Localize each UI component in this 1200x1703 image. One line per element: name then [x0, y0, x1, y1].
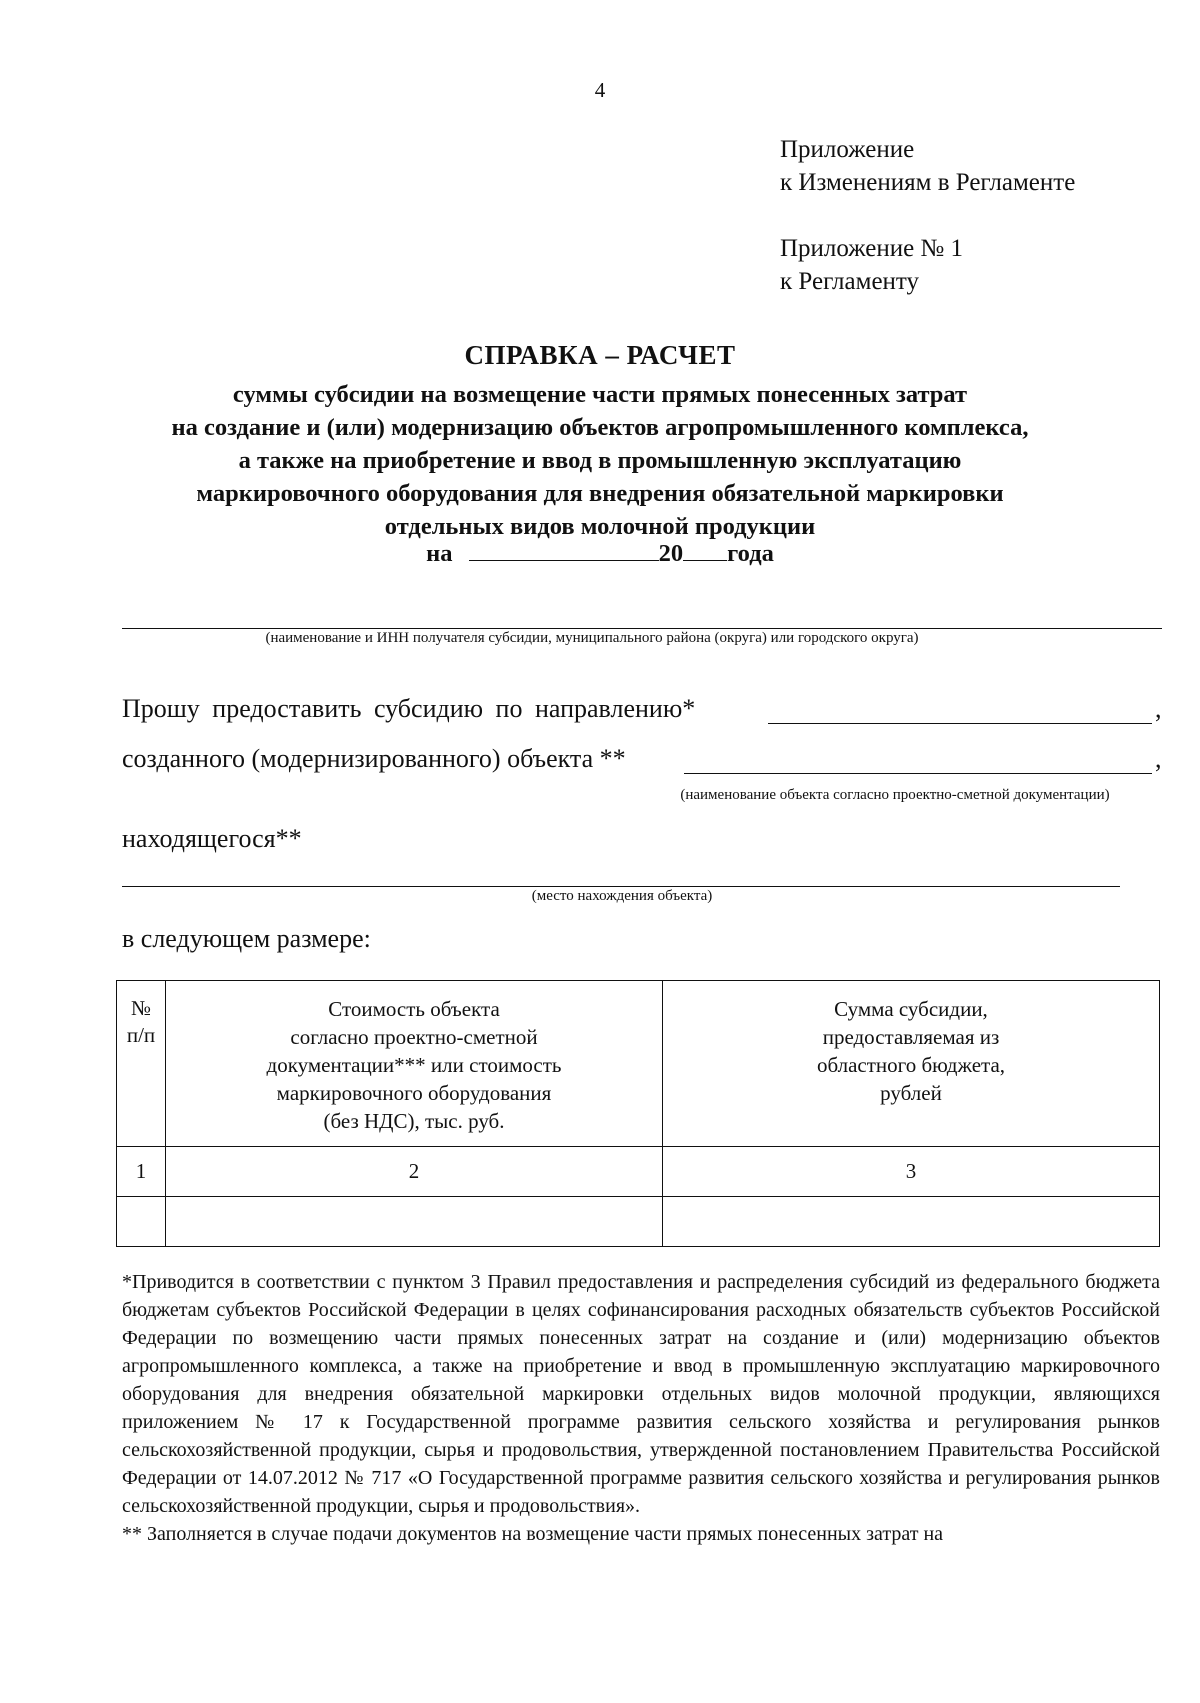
header-subsidy-line: рублей — [880, 1081, 942, 1105]
column-number-3: 3 — [663, 1147, 1160, 1197]
subtitle-line-4: маркировочного оборудования для внедрения обязательной маркировки — [196, 480, 1004, 507]
footnotes — [122, 1268, 1160, 1548]
column-number-1: 1 — [117, 1147, 166, 1197]
header-subsidy-line: предоставляемая из — [822, 1025, 1000, 1049]
header-cost-line: Стоимость объекта — [328, 997, 500, 1021]
header-number-line: п/п — [126, 1023, 156, 1047]
location-blank-line[interactable] — [122, 886, 1120, 887]
empty-cell-cost[interactable] — [166, 1197, 663, 1247]
recipient-caption: (наименование и ИНН получателя субсидии, муниципального района (округа) или городского округа) — [265, 630, 919, 646]
object-comma: , — [1155, 744, 1162, 773]
subtitle-line-3: а также на приобретение и ввод в промышленную эксплуатацию — [238, 447, 962, 474]
document-title: СПРАВКА – РАСЧЕТ — [464, 340, 736, 370]
header-cost-line: документации*** или стоимость — [266, 1053, 562, 1077]
table-empty-row — [117, 1197, 1160, 1247]
annex-one-line2: к Регламенту — [780, 268, 920, 295]
table-header-row — [117, 981, 1160, 1147]
column-number-2: 2 — [166, 1147, 663, 1197]
date-day-month-blank[interactable] — [469, 538, 659, 561]
footnote-2: ** Заполняется в случае подачи документов на возмещение части прямых понесенных затрат на — [122, 1523, 944, 1545]
empty-cell-number[interactable] — [117, 1197, 166, 1247]
recipient-blank-line[interactable] — [122, 628, 1162, 629]
header-number-cell — [117, 981, 166, 1147]
object-blank-line[interactable] — [684, 773, 1152, 774]
subtitle-line-1: суммы субсидии на возмещение части прямых понесенных затрат — [232, 381, 968, 408]
header-cost-line: маркировочного оборудования — [276, 1081, 552, 1105]
document-subtitle — [0, 378, 1200, 543]
date-year-prefix: 20 — [658, 540, 684, 567]
date-line — [0, 538, 1200, 568]
direction-comma: , — [1155, 694, 1162, 723]
footnote-1: *Приводится в соответствии с пунктом 3 Правил предоставления и распределения субсидий из федерального бюджета бюджетам субъектов Российской Федерации в целях софинансирования расходных обязательств субъектов Российской Федерации по возмещению части прямых понесенных затрат на создание и (или) модернизацию объектов агропромышленного комплекса, а также на приобретение и ввод в промышленную эксплуатацию маркировочного оборудования для внедрения обязательной маркировки отдельных видов молочной продукции, являющихся приложением № 17 к Государственной программе развития сельского хозяйства и регулирования рынков сельскохозяйственной продукции, сырья и продовольствия, утвержденной постановлением Правительства Российской Федерации от 14.07.2012 № 717 «О Государственной программе развития сельского хозяйства и регулирования рынков сельскохозяйственной продукции, сырья и продовольствия». — [122, 1271, 1160, 1517]
date-suffix: года — [727, 540, 774, 567]
empty-cell-subsidy[interactable] — [663, 1197, 1160, 1247]
annex-changes-line1: Приложение — [780, 136, 915, 163]
annex-changes-block — [780, 133, 1075, 199]
subtitle-line-5: отдельных видов молочной продукции — [384, 513, 816, 540]
header-number-line: № — [130, 996, 152, 1020]
location-label: находящегося** — [122, 824, 302, 853]
object-label: созданного (модернизированного) объекта ** — [122, 744, 626, 773]
amount-label: в следующем размере: — [122, 924, 371, 953]
header-subsidy-line: Сумма субсидии, — [834, 997, 988, 1021]
header-cost-line: (без НДС), тыс. руб. — [323, 1109, 505, 1133]
direction-blank-line[interactable] — [768, 723, 1152, 724]
page-number: 4 — [594, 78, 606, 102]
annex-one-line1: Приложение № 1 — [780, 235, 964, 262]
header-cost-line: согласно проектно-сметной — [290, 1025, 538, 1049]
subtitle-line-2: на создание и (или) модернизацию объектов агропромышленного комплекса, — [171, 414, 1029, 441]
annex-changes-line2: к Изменениям в Регламенте — [780, 169, 1076, 196]
annex-one-block — [780, 232, 963, 298]
date-prefix: на — [426, 540, 453, 567]
object-caption: (наименование объекта согласно проектно-сметной документации) — [680, 787, 1110, 803]
direction-label: Прошу предоставить субсидию по направлению* — [122, 694, 696, 723]
header-subsidy-cell — [663, 981, 1160, 1147]
location-caption: (место нахождения объекта) — [531, 888, 713, 904]
table-number-row — [117, 1147, 1160, 1197]
subsidy-table — [116, 980, 1160, 1247]
header-cost-cell — [166, 981, 663, 1147]
header-subsidy-line: областного бюджета, — [816, 1053, 1006, 1077]
date-year-blank[interactable] — [683, 538, 727, 561]
